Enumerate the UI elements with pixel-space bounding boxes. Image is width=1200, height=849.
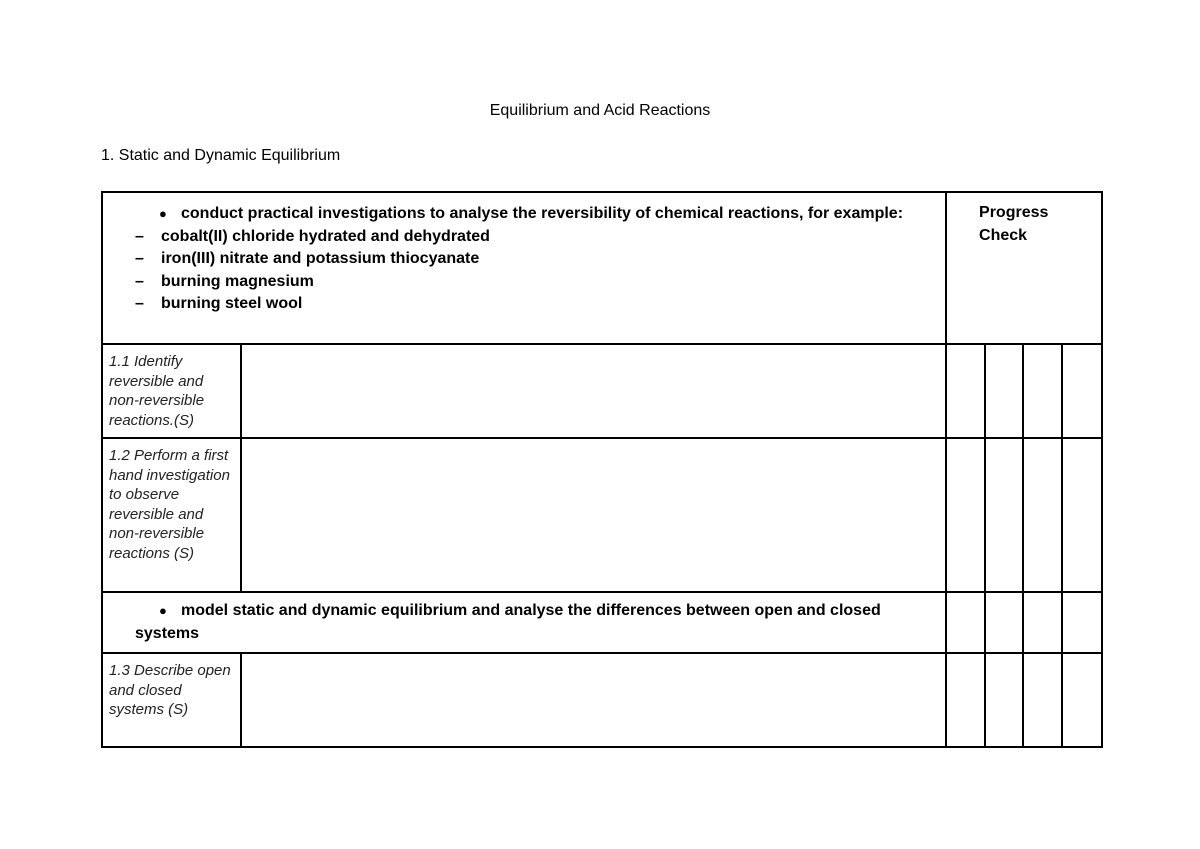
sub-item	[135, 226, 933, 249]
dash-icon: –	[135, 272, 144, 290]
progress-check-box[interactable]	[985, 592, 1023, 653]
progress-check-header: Progress Check	[946, 192, 1102, 344]
progress-check-box[interactable]	[1023, 438, 1062, 592]
progress-check-box[interactable]	[1062, 653, 1102, 747]
dot-point-row	[102, 592, 1102, 653]
table-row	[102, 653, 1102, 747]
sub-item-text: cobalt(II) chloride hydrated and dehydrated	[161, 227, 490, 245]
progress-check-box[interactable]	[985, 653, 1023, 747]
outcome-label-cell	[102, 344, 241, 438]
outcome-label: 1.2 Perform a first hand investigation to observe reversible and non-reversible reactions (S)	[109, 447, 230, 562]
syllabus-table	[101, 191, 1103, 748]
dash-icon: –	[135, 295, 144, 313]
dot-point-text: conduct practical investigations to analyse the reversibility of chemical reactions, for example:	[181, 205, 904, 222]
sub-item	[135, 271, 933, 294]
outcome-label-cell	[102, 653, 241, 747]
table-row	[102, 344, 1102, 438]
progress-check-box[interactable]	[946, 653, 985, 747]
sub-item-text: burning steel wool	[161, 295, 303, 313]
progress-check-box[interactable]	[985, 438, 1023, 592]
sub-item	[135, 293, 933, 316]
outcome-label: 1.1 Identify reversible and non-reversible reactions.(S)	[109, 353, 205, 429]
progress-check-box[interactable]	[985, 344, 1023, 438]
progress-check-box[interactable]	[946, 438, 985, 592]
response-cell[interactable]	[241, 653, 946, 747]
sub-item-text: burning magnesium	[161, 272, 314, 290]
table-row	[102, 438, 1102, 592]
dot-point-text: model static and dynamic equilibrium and analyse the differences between open and closed systems	[135, 602, 881, 642]
document-title: Equilibrium and Acid Reactions	[489, 102, 711, 119]
dash-icon: –	[135, 227, 144, 245]
progress-check-box[interactable]	[1062, 344, 1102, 438]
outcome-label: 1.3 Describe open and closed systems (S)	[109, 662, 231, 719]
outcome-label-cell	[102, 438, 241, 592]
bullet-icon: ●	[159, 206, 167, 221]
section-heading: 1. Static and Dynamic Equilibrium	[101, 147, 341, 164]
progress-check-box[interactable]	[946, 344, 985, 438]
dash-icon: –	[135, 250, 144, 268]
progress-check-box[interactable]	[1062, 438, 1102, 592]
dot-point-row	[102, 192, 1102, 344]
progress-check-box[interactable]	[1062, 592, 1102, 653]
progress-check-box[interactable]	[1023, 653, 1062, 747]
sub-item-text: iron(III) nitrate and potassium thiocyanate	[161, 250, 480, 268]
progress-check-box[interactable]	[1023, 592, 1062, 653]
sub-item	[135, 248, 933, 271]
dot-point-cell	[102, 192, 946, 344]
bullet-icon: ●	[159, 603, 167, 618]
progress-check-box[interactable]	[1023, 344, 1062, 438]
response-cell[interactable]	[241, 344, 946, 438]
dot-point-cell	[102, 592, 946, 653]
response-cell[interactable]	[241, 438, 946, 592]
progress-check-box[interactable]	[946, 592, 985, 653]
